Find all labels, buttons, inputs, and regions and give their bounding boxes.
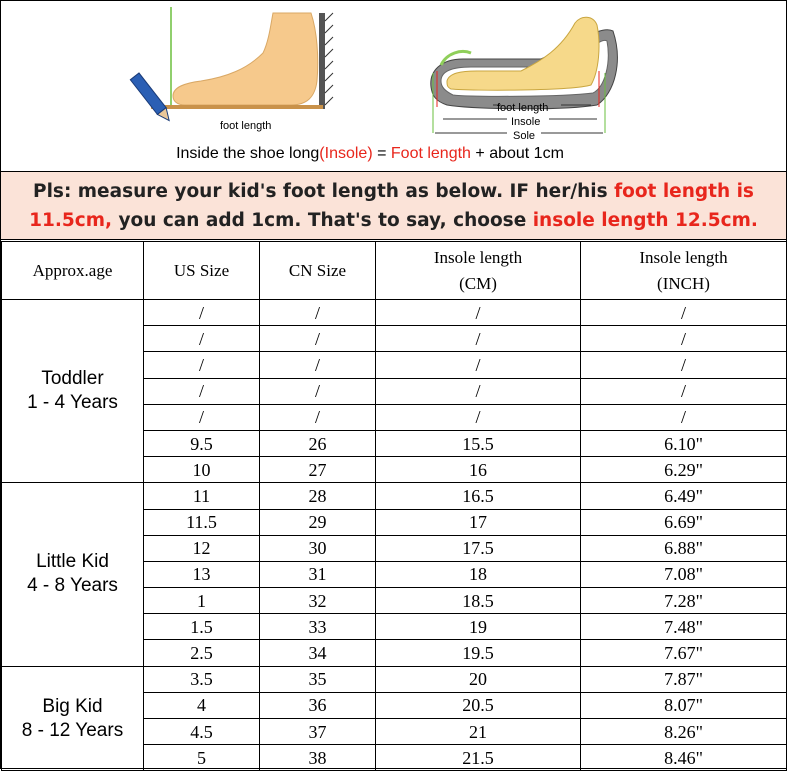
- cell-inch: 7.48": [581, 614, 787, 640]
- cell-inch: 7.67": [581, 640, 787, 666]
- cell-cn: 36: [260, 692, 376, 718]
- age-group-cell: [2, 483, 144, 666]
- table-header-row: [2, 242, 787, 300]
- cell-us: 13: [144, 561, 260, 587]
- table-row: [2, 666, 787, 692]
- cell-cn: 32: [260, 588, 376, 614]
- cell-inch: 8.26": [581, 719, 787, 745]
- cell-us: 12: [144, 535, 260, 561]
- notice-highlight-2: 11.5cm,: [29, 210, 112, 231]
- cell-cn: /: [260, 326, 376, 352]
- header-insole-inch: [581, 242, 787, 300]
- cell-cm: /: [376, 404, 581, 430]
- cell-cm: 20: [376, 666, 581, 692]
- cell-inch: /: [581, 326, 787, 352]
- cell-cm: 21: [376, 719, 581, 745]
- cell-cn: 26: [260, 430, 376, 456]
- age-group-cell: [2, 666, 144, 771]
- table-row: [2, 483, 787, 509]
- age-group-cell: [2, 300, 144, 483]
- shoe-sole-label: Sole: [513, 130, 536, 142]
- size-table: [1, 241, 787, 771]
- cell-inch: 7.28": [581, 588, 787, 614]
- cell-us: /: [144, 352, 260, 378]
- cell-cm: 17: [376, 509, 581, 535]
- caption-equals: =: [372, 145, 391, 162]
- cell-us: 11: [144, 483, 260, 509]
- cell-inch: 6.69": [581, 509, 787, 535]
- cell-inch: 6.29": [581, 457, 787, 483]
- cell-us: 9.5: [144, 430, 260, 456]
- header-insole-cm-line2: (CM): [459, 273, 497, 293]
- cell-inch: 6.88": [581, 535, 787, 561]
- cell-inch: /: [581, 378, 787, 404]
- cell-us: 5: [144, 745, 260, 771]
- cell-cm: 18.5: [376, 588, 581, 614]
- cell-cm: 19.5: [376, 640, 581, 666]
- cell-cn: 35: [260, 666, 376, 692]
- cell-cn: 28: [260, 483, 376, 509]
- age-group-name: Big Kid: [42, 695, 103, 717]
- cell-cn: 33: [260, 614, 376, 640]
- cell-cn: 38: [260, 745, 376, 771]
- cell-us: 11.5: [144, 509, 260, 535]
- cell-inch: 8.46": [581, 745, 787, 771]
- age-group-years: 4 - 8 Years: [27, 575, 118, 597]
- cell-inch: 8.07": [581, 692, 787, 718]
- cell-inch: 6.49": [581, 483, 787, 509]
- shoe-insole-label: Insole: [511, 116, 541, 128]
- cell-inch: /: [581, 300, 787, 326]
- cell-inch: 7.87": [581, 666, 787, 692]
- age-group-name: Toddler: [41, 368, 104, 390]
- cell-cn: /: [260, 378, 376, 404]
- notice-text-2: you can add 1cm. That's to say, choose: [112, 210, 533, 231]
- cell-inch: /: [581, 352, 787, 378]
- table-row: [2, 300, 787, 326]
- cell-cm: /: [376, 326, 581, 352]
- caption-insole: (Insole): [319, 145, 373, 162]
- cell-cm: 15.5: [376, 430, 581, 456]
- measurement-illustration: [1, 1, 786, 172]
- measurement-notice: [1, 172, 786, 240]
- caption-prefix: Inside the shoe long: [176, 145, 320, 162]
- cell-cm: 19: [376, 614, 581, 640]
- header-us-size: US Size: [144, 242, 260, 300]
- header-insole-inch-line1: Insole length: [639, 247, 728, 267]
- shoe-cross-section: [431, 17, 618, 142]
- cell-inch: 6.10": [581, 430, 787, 456]
- notice-highlight-1: foot length is: [614, 181, 754, 202]
- age-group-name: Little Kid: [36, 551, 109, 573]
- caption-suffix: + about 1cm: [470, 145, 564, 162]
- cell-cn: 29: [260, 509, 376, 535]
- cell-inch: 7.08": [581, 561, 787, 587]
- cell-cn: /: [260, 300, 376, 326]
- cell-us: 4: [144, 692, 260, 718]
- foot-length-label: foot length: [220, 120, 272, 132]
- notice-line-2: [1, 206, 786, 235]
- cell-cn: 37: [260, 719, 376, 745]
- cell-cm: 16.5: [376, 483, 581, 509]
- cell-us: 2.5: [144, 640, 260, 666]
- cell-cm: 18: [376, 561, 581, 587]
- cell-cm: 20.5: [376, 692, 581, 718]
- cell-cm: 21.5: [376, 745, 581, 771]
- shoe-foot-length-label: foot length: [497, 102, 549, 114]
- cell-cm: 17.5: [376, 535, 581, 561]
- size-table-body: [2, 300, 787, 771]
- cell-cm: 16: [376, 457, 581, 483]
- cell-cm: /: [376, 378, 581, 404]
- cell-us: 4.5: [144, 719, 260, 745]
- cell-cn: 27: [260, 457, 376, 483]
- cell-cn: /: [260, 352, 376, 378]
- cell-us: /: [144, 326, 260, 352]
- cell-us: 3.5: [144, 666, 260, 692]
- insole-caption: [1, 145, 739, 163]
- cell-inch: /: [581, 404, 787, 430]
- cell-us: /: [144, 378, 260, 404]
- foot-side-view: [130, 7, 333, 132]
- cell-us: 1.5: [144, 614, 260, 640]
- notice-line-1: [1, 177, 786, 206]
- cell-us: /: [144, 300, 260, 326]
- header-insole-inch-line2: (INCH): [657, 273, 710, 293]
- notice-text-1: Pls: measure your kid's foot length as below. IF her/his: [33, 181, 615, 202]
- age-group-years: 1 - 4 Years: [27, 392, 118, 414]
- cell-us: 1: [144, 588, 260, 614]
- cell-cn: /: [260, 404, 376, 430]
- header-cn-size: CN Size: [260, 242, 376, 300]
- cell-us: /: [144, 404, 260, 430]
- cell-cm: /: [376, 300, 581, 326]
- cell-us: 10: [144, 457, 260, 483]
- header-approx-age: Approx.age: [2, 242, 144, 300]
- notice-highlight-3: insole length 12.5cm.: [532, 210, 758, 231]
- caption-foot-length: Foot length: [390, 145, 471, 162]
- cell-cn: 34: [260, 640, 376, 666]
- cell-cn: 30: [260, 535, 376, 561]
- header-insole-cm-line1: Insole length: [433, 247, 523, 267]
- cell-cm: /: [376, 352, 581, 378]
- cell-cn: 31: [260, 561, 376, 587]
- age-group-years: 8 - 12 Years: [21, 719, 124, 741]
- header-insole-cm: [376, 242, 581, 300]
